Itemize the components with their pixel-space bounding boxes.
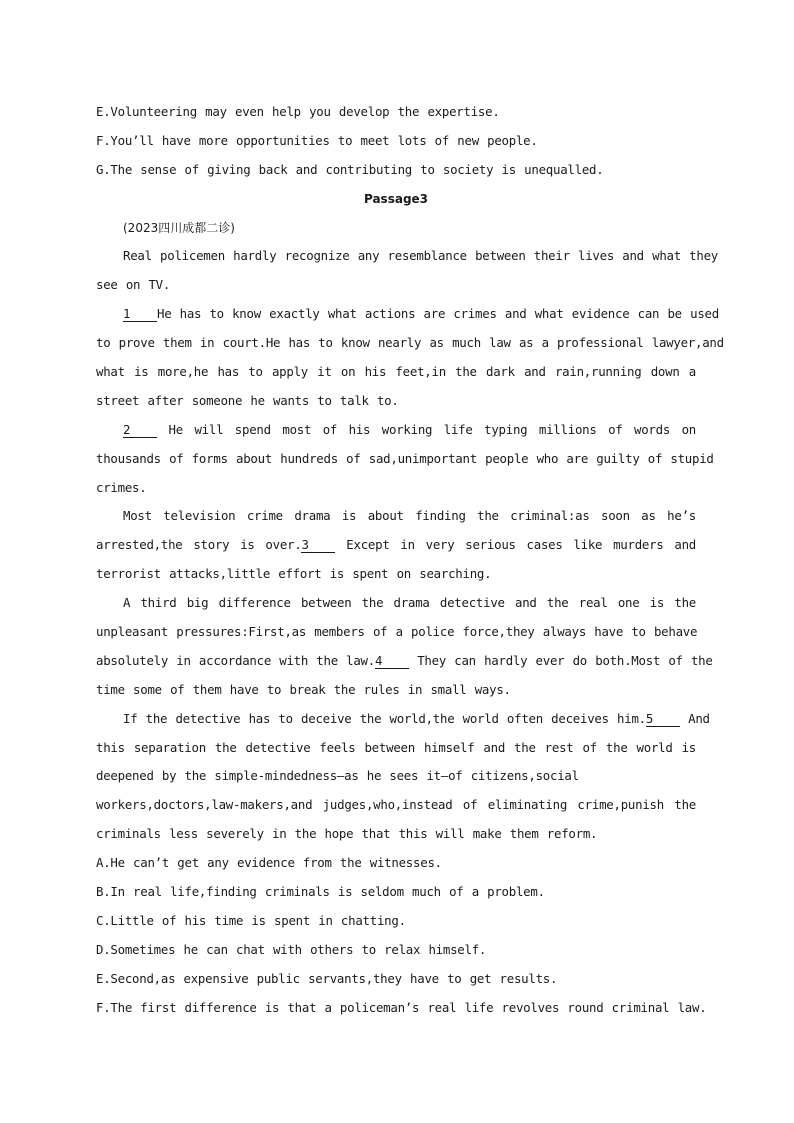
paragraph-5-line-1: A third big difference between the drama detective and the real one is the [123,595,696,611]
option-c: C.Little of his time is spent in chatting. [96,912,406,928]
option-b: B.In real life,finding criminals is seldom much of a problem. [96,884,545,900]
prev-option-f: F.You’ll have more opportunities to meet lots of new people. [96,132,538,148]
option-a: A.He can’t get any evidence from the witnesses. [96,855,442,871]
option-d: D.Sometimes he can chat with others to relax himself. [96,941,487,957]
paragraph-4-line-3: terrorist attacks,little effort is spent on searching. [96,566,492,582]
paragraph-4-line-2 [96,531,696,560]
paragraph-3-line-1 [96,416,696,445]
prev-option-e: E.Volunteering may even help you develop the expertise. [96,104,500,119]
paragraph-1-line-1: Real policemen hardly recognize any resemblance between their lives and what they [123,248,718,264]
paragraph-6-line-2: this separation the detective feels between himself and the rest of the world is [96,739,696,755]
paragraph-2-line-2: to prove them in court.He has to know nearly as much law as a professional lawyer,and [96,335,724,351]
blank-4[interactable]: 4 [375,654,409,669]
paragraph-5-line-3 [96,647,713,676]
paragraph-3-line-3: crimes. [96,479,147,495]
paragraph-6-line-1 [96,705,710,734]
option-e: E.Second,as expensive public servants,they have to get results. [96,970,558,986]
paragraph-6-text-a: If the detective has to deceive the world,the world often deceives him. [123,710,646,726]
paragraph-3-text: He will spend most of his working life typing millions of words on [157,421,696,437]
paragraph-2-line-1 [96,300,719,329]
paragraph-6-line-5: criminals less severely in the hope that this will make them reform. [96,826,598,842]
paragraph-4-line-1: Most television crime drama is about finding the criminal:as soon as he’s [123,508,696,524]
paragraph-2-text: He has to know exactly what actions are crimes and what evidence can be used [157,306,719,322]
paragraph-2-line-4: street after someone he wants to talk to. [96,392,399,408]
blank-3[interactable]: 3 [301,538,335,553]
paragraph-5-line-4: time some of them have to break the rules in small ways. [96,681,511,697]
blank-5[interactable]: 5 [646,712,680,727]
paragraph-4-text-a: arrested,the story is over. [96,537,302,553]
paragraph-2-line-3: what is more,he has to apply it on his feet,in the dark and rain,running down a [96,364,696,380]
prev-option-g: G.The sense of giving back and contributing to society is unequalled. [96,161,604,177]
paragraph-4-text-b: Except in very serious cases like murders and [335,537,696,553]
paragraph-5-line-2: unpleasant pressures:First,as members of a police force,they always have to behave [96,624,698,640]
passage-source: (2023四川成都二诊) [123,220,235,235]
document-page [96,98,724,1023]
blank-2[interactable]: 2 [123,423,157,438]
paragraph-3-line-2: thousands of forms about hundreds of sad,unimportant people who are guilty of stupid [96,450,714,466]
paragraph-6-line-4: workers,doctors,law-makers,and judges,who,instead of eliminating crime,punish the [96,797,696,813]
blank-1[interactable]: 1 [123,307,157,322]
paragraph-5-text-a: absolutely in accordance with the law. [96,652,375,668]
passage-title: Passage3 [363,191,429,206]
paragraph-6-text-b: And [679,710,710,726]
paragraph-5-text-b: They can hardly ever do both.Most of the [408,652,713,668]
paragraph-1-line-2: see on TV. [96,277,171,293]
paragraph-6-line-3: deepened by the simple-mindedness—as he sees it—of citizens,social [96,768,579,784]
option-f: F.The first difference is that a policeman’s real life revolves round criminal law. [96,999,707,1015]
